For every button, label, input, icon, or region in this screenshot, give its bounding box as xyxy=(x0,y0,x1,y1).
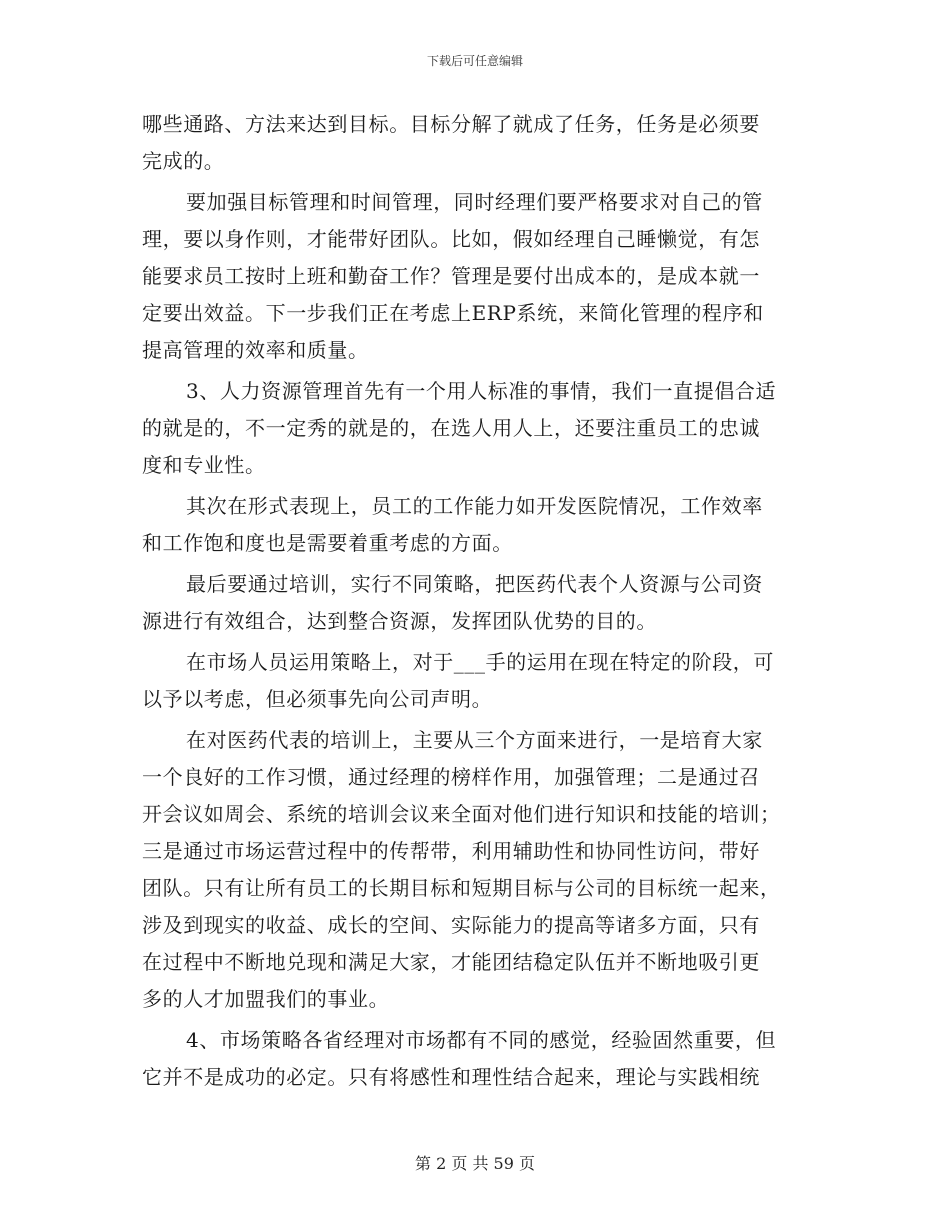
text-line: 它并不是成功的必定。只有将感性和理性结合起来，理论与实践相统 xyxy=(142,1065,760,1089)
document-body xyxy=(142,106,807,1096)
text-line: 3、人力资源管理首先有一个用人标准的事情，我们一直提倡合适 xyxy=(186,379,777,403)
paragraph xyxy=(142,488,807,562)
text-line: 在市场人员运用策略上，对于___手的运用在现在特定的阶段，可 xyxy=(186,650,774,674)
page-number: 第 2 页 共 59 页 xyxy=(415,1154,535,1173)
text-line: 度和专业性。 xyxy=(142,453,266,477)
paragraph xyxy=(142,644,807,718)
text-line: 的就是的，不一定秀的就是的，在选人用人上，还要注重员工的忠诚 xyxy=(142,416,760,440)
text-line: 涉及到现实的收益、成长的空间、实际能力的提高等诸多方面，只有 xyxy=(142,913,760,937)
paragraph xyxy=(142,184,807,369)
text-line: 提高管理的效率和质量。 xyxy=(142,338,369,362)
paragraph xyxy=(142,722,807,1018)
text-line: 4、市场策略各省经理对市场都有不同的感觉，经验固然重要，但 xyxy=(186,1028,777,1052)
text-line: 在对医药代表的培训上，主要从三个方面来进行，一是培育大家 xyxy=(186,728,763,752)
text-line: 多的人才加盟我们的事业。 xyxy=(142,987,390,1011)
text-line: 定要出效益。下一步我们正在考虑上ERP系统，来简化管理的程序和 xyxy=(142,301,764,325)
text-line: 哪些通路、方法来达到目标。目标分解了就成了任务，任务是必须要 xyxy=(142,112,760,136)
text-line: 团队。只有让所有员工的长期目标和短期目标与公司的目标统一起来， xyxy=(142,876,781,900)
text-line: 理，要以身作则，才能带好团队。比如，假如经理自己睡懒觉，有怎 xyxy=(142,227,760,251)
text-line: 开会议如周会、系统的培训会议来全面对他们进行知识和技能的培训； xyxy=(142,802,781,826)
text-line: 三是通过市场运营过程中的传帮带，利用辅助性和协同性访问，带好 xyxy=(142,839,760,863)
text-line: 能要求员工按时上班和勤奋工作？管理是要付出成本的，是成本就一 xyxy=(142,264,760,288)
text-line: 其次在形式表现上，员工的工作能力如开发医院情况，工作效率 xyxy=(186,494,763,518)
text-line: 以予以考虑，但必须事先向公司声明。 xyxy=(142,687,493,711)
page-header: 下载后可任意编辑 xyxy=(426,54,523,68)
paragraph xyxy=(142,566,807,640)
text-line: 和工作饱和度也是需要着重考虑的方面。 xyxy=(142,531,513,555)
text-line: 完成的。 xyxy=(142,149,225,173)
paragraph xyxy=(142,106,807,180)
text-line: 在过程中不断地兑现和满足大家，才能团结稳定队伍并不断地吸引更 xyxy=(142,950,760,974)
text-line: 最后要通过培训，实行不同策略，把医药代表个人资源与公司资 xyxy=(186,572,763,596)
text-line: 源进行有效组合，达到整合资源，发挥团队优势的目的。 xyxy=(142,609,657,633)
paragraph xyxy=(142,1022,807,1096)
text-line: 一个良好的工作习惯，通过经理的榜样作用，加强管理；二是通过召 xyxy=(142,765,760,789)
paragraph xyxy=(142,373,807,484)
text-line: 要加强目标管理和时间管理，同时经理们要严格要求对自己的管 xyxy=(186,190,763,214)
